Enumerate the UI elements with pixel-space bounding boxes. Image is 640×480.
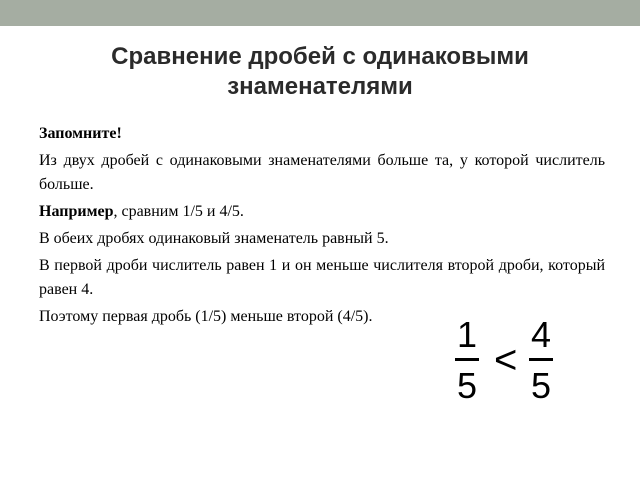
conclusion-paragraph: Поэтому первая дробь (1/5) меньше второй (4/5).	[39, 308, 373, 325]
top-decorative-band	[0, 0, 640, 26]
fraction-left-numerator: 1	[456, 314, 478, 355]
example-paragraph	[39, 200, 605, 224]
slide-content	[39, 122, 605, 332]
rule-paragraph: Из двух дробей с одинаковыми знаменателями больше та, у которой числитель больше.	[39, 152, 605, 193]
remember-paragraph	[39, 122, 605, 146]
fraction-right-denominator: 5	[530, 365, 552, 406]
fraction-left-bar	[455, 358, 479, 361]
fraction-right-numerator: 4	[530, 314, 552, 355]
fraction-left-denominator: 5	[456, 365, 478, 406]
fraction-comparison	[450, 316, 570, 410]
example-text: , сравним 1/5 и 4/5.	[113, 203, 244, 220]
slide-title: Сравнение дробей с одинаковыми знаменателями	[111, 43, 529, 100]
fraction-right-bar	[529, 358, 553, 361]
fraction-left	[452, 316, 482, 405]
step1-paragraph: В обеих дробях одинаковый знаменатель равный 5.	[39, 230, 389, 247]
fraction-right	[526, 316, 556, 405]
remember-label: Запомните!	[39, 125, 122, 142]
less-than-sign: <	[494, 338, 518, 382]
step2-paragraph: В первой дроби числитель равен 1 и он меньше числителя второй дроби, который равен 4.	[39, 257, 605, 298]
example-label: Например	[39, 203, 114, 220]
